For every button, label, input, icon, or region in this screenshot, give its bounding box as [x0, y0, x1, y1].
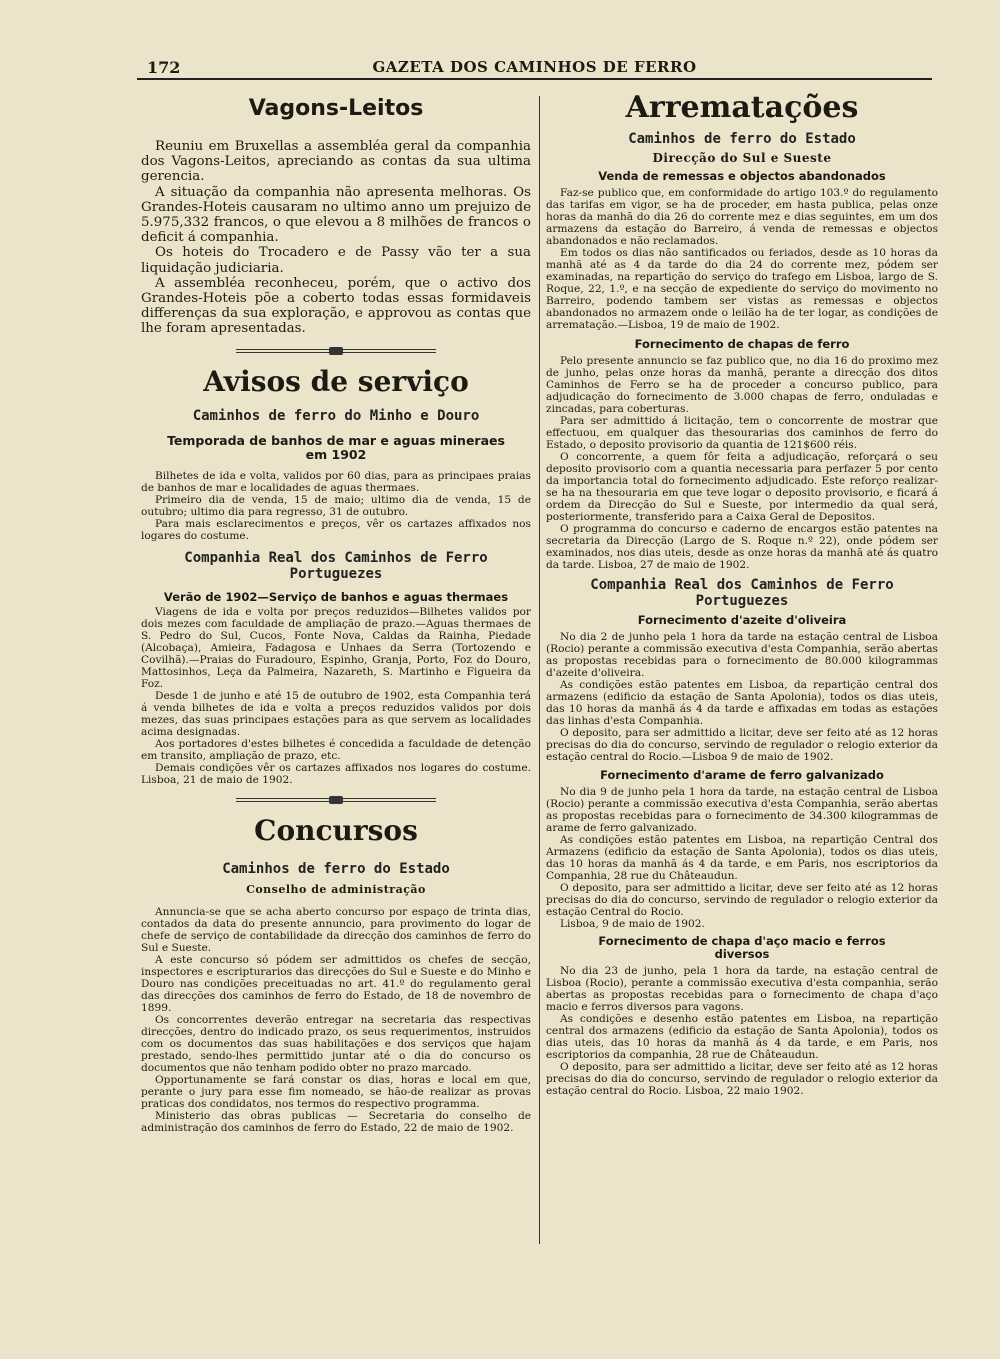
paragraph: As condições estão patentes em Lisboa, na repartição Central dos Armazens (edificio da estação de Santa Apolonia), todos os dias uteis, das 10 horas da manhã ás 4 da tarde, e em Paris, nos escriptorios da Companhia, 28 rue du Châteaudun. [546, 834, 938, 882]
paragraph: No dia 2 de junho pela 1 hora da tarde na estação central de Lisboa (Rocio) perante a commissão executiva d'esta Companhia, serão abertas as propostas recebidas para o fornecimento de 80.000 kilogrammas d'azeite d'oliveira. [546, 631, 938, 679]
paragraph: Reuniu em Bruxellas a assembléa geral da companhia dos Vagons-Leitos, apreciando as contas da sua ultima gerencia. [141, 139, 531, 185]
paragraph: Ministerio das obras publicas — Secretaria do conselho de administração dos caminhos de ferro do Estado, 22 de maio de 1902. [141, 1109, 531, 1134]
paragraph: Lisboa, 9 de maio de 1902. [560, 918, 705, 930]
paragraph: Bilhetes de ida e volta, validos por 60 dias, para as principaes praias de banhos de mar e localidades de aguas thermaes. [141, 469, 531, 494]
paragraph: O deposito, para ser admittido a licitar, deve ser feito até as 12 horas precisas do dia do concurso, servindo de regulador o relogio exterior da estação central do Rocio. Lisboa, 22 maio 1902. [546, 1061, 938, 1097]
paragraph: O deposito, para ser admittido a licitar, deve ser feito até as 12 horas precisas do dia do concurso, servindo de regulador o relogio exterior da estação central do Rocio.—Lisboa 9 de maio de 1902. [546, 727, 938, 763]
section-company: Caminhos de ferro do Estado [628, 131, 856, 147]
paragraph: Desde 1 de junho e até 15 de outubro de 1902, esta Companhia terá á venda bilhetes de ida e volta a preços reduzidos validos por dois mezes, das suas principaes estações para as que servem as localidades acima designadas. [141, 689, 531, 738]
paragraph: Faz-se publico que, em conformidade do artigo 103.º do regulamento das tarifas em vigor, se ha de proceder, em hasta publica, pelas onze horas da manhã do dia 26 do corrente mez e dias seguintes, em um dos armazens da estação do Barreiro, á venda de remessas e objectos abandonados e não reclamados. [546, 187, 938, 247]
directorate-title: Direcção do Sul e Sueste [652, 151, 832, 165]
chapas-article [546, 355, 938, 571]
left-column [141, 90, 531, 1134]
ornament-divider [236, 796, 436, 804]
paragraph: Em todos os dias não santificados ou feriados, desde as 10 horas da manhã até as 4 da tarde do dia 24 do corrente mez, pódem ser examinadas, na repartição do serviço do trafego em Lisboa, largo de S. Roque, 22, 1.º, e na secção de expediente do serviço do movimento no Barreiro, podendo tambem ser vistas as remessas e objectos abandonados no armazem onde o leilão ha de ter logar, as condições de arrematação.—Lisboa, 19 de maio de 1902. [546, 247, 938, 331]
paragraph: Primeiro dia de venda, 15 de maio; ultimo dia de venda, 15 de outubro; ultimo dia para regresso, 31 de outubro. [141, 493, 531, 518]
avisos-summer-article [141, 606, 531, 786]
paragraph: Demais condições vêr os cartazes affixados nos logares do costume. Lisboa, 21 de maio de 1902. [141, 761, 531, 786]
section-company: Companhia Real dos Caminhos de Ferro Portuguezes [590, 577, 894, 609]
concursos-article [141, 906, 531, 1134]
section-subtitle: Fornecimento de chapas de ferro [634, 337, 850, 351]
journal-title: GAZETA DOS CAMINHOS DE FERRO [372, 58, 697, 76]
section-company: Caminhos de ferro do Minho e Douro [192, 407, 480, 424]
section-subtitle: Verão de 1902—Serviço de banhos e aguas thermaes [163, 589, 509, 604]
section-subtitle: Fornecimento d'azeite d'oliveira [637, 613, 847, 627]
section-subtitle: Temporada de banhos de mar e aguas mineraes em 1902 [167, 432, 505, 462]
paragraph: O deposito, para ser admittido a licitar, deve ser feito até as 12 horas precisas do dia do concurso, servindo de regulador o relogio exterior da estação Central do Rocio. [546, 882, 938, 918]
section-subtitle: Conselho de administração [246, 882, 426, 896]
paragraph: Aos portadores d'estes bilhetes é concedida a faculdade de detenção em transito, ampliação de prazo, etc. [141, 737, 531, 762]
vagons-article [141, 139, 531, 337]
paragraph: As condições estão patentes em Lisboa, da repartição central dos armazens (edificio da estação de Santa Apolonia), todos os dias uteis, das 10 horas da manhã ás 4 da tarde e affixadas em todas as estações das linhas d'esta Companhia. [546, 679, 938, 727]
arame-article [546, 786, 938, 930]
arrematacoes-heading: Arrematações [625, 90, 859, 125]
paragraph: Para mais esclarecimentos e preços, vêr os cartazes affixados nos logares do costume. [141, 517, 531, 542]
paragraph: No dia 23 de junho, pela 1 hora da tarde, na estação central de Lisboa (Rocio), perante a commissão executiva d'esta companhia, serão abertas as propostas recebidas para o fornecimento de chapa d'aço macio e ferros diversos para vagons. [546, 965, 938, 1013]
section-subtitle: Fornecimento de chapa d'aço macio e ferros diversos [598, 934, 886, 961]
paragraph: Pelo presente annuncio se faz publico que, no dia 16 do proximo mez de junho, pelas onze horas da manhã, perante a direcção dos ditos Caminhos de Ferro se ha de proceder a concurso publico, para adjudicação do fornecimento de 3.000 chapas de ferro, onduladas e zincadas, para coberturas. [546, 355, 938, 415]
section-subtitle: Venda de remessas e objectos abandonados [598, 169, 886, 183]
vagons-heading: Vagons-Leitos [248, 96, 424, 121]
venda-article [546, 187, 938, 331]
paragraph: Os concorrentes deverão entregar na secretaria das respectivas direcções, dentro do indicado prazo, os seus requerimentos, instruidos com os documentos das suas habilitações e dos serviços que hajam prestado, sendo-lhes permittido juntar até o dia do concurso os documentos que não tenham podido obter no prazo marcado. [141, 1013, 531, 1074]
paragraph: Annuncia-se que se acha aberto concurso por espaço de trinta dias, contados da data do presente annuncio, para provimento do logar de chefe de serviço de contabilidade da direcção dos caminhos de ferro do Sul e Sueste. [141, 905, 531, 954]
paragraph: O programma do concurso e caderno de encargos estão patentes na secretaria da Direcção (Largo de S. Roque n.º 22), onde pódem ser examinados, nos dias uteis, desde as onze horas da manhã até ás quatro da tarde. Lisboa, 27 de maio de 1902. [546, 523, 938, 571]
paragraph: A assembléa reconheceu, porém, que o activo dos Grandes-Hoteis põe a coberto todas essas formidaveis differenças da sua exploração, e approvou as contas que lhe foram apresentadas. [141, 275, 531, 337]
avisos-season-article [141, 470, 531, 542]
aco-article [546, 965, 938, 1097]
paragraph: Os hoteis do Trocadero e de Passy vão ter a sua liquidação judiciaria. [141, 245, 531, 276]
column-divider [539, 96, 540, 1244]
ornament-divider [236, 347, 436, 355]
paragraph: No dia 9 de junho pela 1 hora da tarde, na estação central de Lisboa (Rocio) perante a commissão executiva d'esta Companhia, serão abertas as propostas recebidas para o fornecimento de 34.300 kilogrammas de arame de ferro galvanizado. [546, 786, 938, 834]
paragraph: A este concurso só pódem ser admittidos os chefes de secção, inspectores e escripturarios das direcções do Sul e Sueste e do Minho e Douro nas condições preceituadas no art. 41.º do regulamento geral das direcções dos caminhos de ferro do Estado, de 18 de novembro de 1899. [141, 953, 531, 1014]
paragraph: Viagens de ida e volta por preços reduzidos—Bilhetes validos por dois mezes com faculdade de ampliação de prazo.—Aguas thermaes de S. Pedro do Sul, Cucos, Fonte Nova, Caldas da Rainha, Piedade (Alcobaça), Amieira, Fadagosa e Unhaes da Serra (Tortozendo e Covilhã).—Praias do Furadouro, Espinho, Granja, Porto, Foz do Douro, Mattosinhos, Leça da Palmeira, Nazareth, S. Martinho e Figueira da Foz. [141, 605, 531, 690]
section-subtitle: Fornecimento d'arame de ferro galvanizado [600, 768, 884, 782]
azeite-article [546, 631, 938, 763]
paragraph: Opportunamente se fará constar os dias, horas e local em que, perante o jury para esse fim nomeado, se hão-de realizar as provas praticas dos condidatos, nos termos do respectivo programma. [141, 1073, 531, 1110]
paragraph: O concorrente, a quem fôr feita a adjudicação, reforçará o seu deposito provisorio com a quantia necessaria para perfazer 5 por cento da importancia total do fornecimento adjudicado. Este reforço realizar-se ha na thesouraria em que teve logar o deposito provisorio, e ficará á ordem da Direcção do Sul e Sueste, por intermedio da qual será, posteriormente, transferido para a Caixa Geral de Depositos. [546, 451, 938, 523]
paragraph: A situação da companhia não apresenta melhoras. Os Grandes-Hoteis causaram no ultimo anno um prejuizo de 5.975,332 francos, o que elevou a 8 milhões de francos o deficit á companhia. [141, 184, 531, 246]
header-rule [137, 78, 932, 80]
section-company: Companhia Real dos Caminhos de Ferro Portuguezes [184, 549, 488, 582]
paragraph: As condições e desenho estão patentes em Lisboa, na repartição central dos armazens (edificio da estação de Santa Apolonia), todos os dias uteis, das 10 horas da manhã ás 4 da tarde, e em Paris, nos escriptorios da companhia, 28 rue de Châteaudun. [546, 1013, 938, 1061]
page-number: 172 [147, 58, 181, 77]
page-header [137, 58, 932, 80]
concursos-heading: Concursos [254, 813, 418, 847]
avisos-heading: Avisos de serviço [203, 364, 469, 398]
section-company: Caminhos de ferro do Estado [222, 860, 450, 877]
right-column [546, 90, 938, 1097]
paragraph: Para ser admittido á licitação, tem o concorrente de mostrar que effectuou, em qualquer das thesourarias dos caminhos de ferro do Estado, o deposito provisorio da quantia de 121$600 réis. [546, 415, 938, 451]
